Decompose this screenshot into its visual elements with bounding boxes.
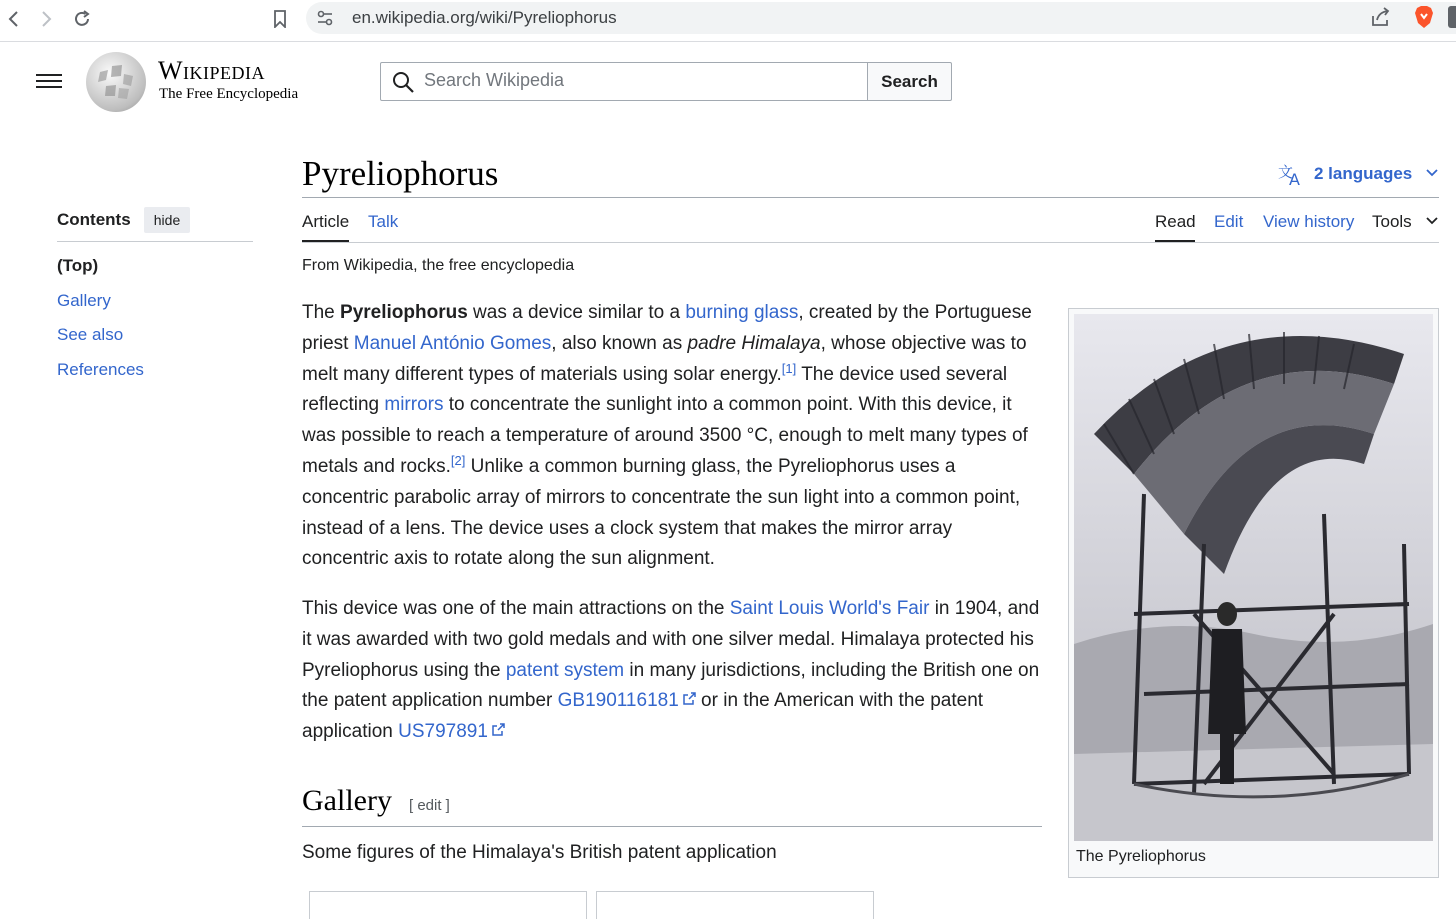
gallery-heading: Gallery [302, 784, 392, 817]
svg-text:文: 文 [1278, 163, 1294, 181]
tab-read[interactable]: Read [1155, 212, 1196, 231]
bold-term: Pyreliophorus [340, 302, 468, 323]
link-saint-louis-worlds-fair[interactable]: Saint Louis World's Fair [729, 598, 930, 619]
reload-icon[interactable] [68, 6, 96, 32]
wikipedia-tagline: The Free Encyclopedia [159, 86, 299, 102]
back-icon[interactable] [0, 6, 28, 32]
tab-edit[interactable]: Edit [1214, 212, 1244, 231]
chevron-down-icon[interactable] [1424, 166, 1440, 180]
tab-tools[interactable]: Tools [1372, 212, 1412, 231]
external-link-icon [682, 692, 696, 706]
wikipedia-wordmark[interactable]: Wikipedia [158, 56, 266, 85]
chevron-down-icon[interactable] [1424, 214, 1440, 228]
tab-view-history[interactable]: View history [1263, 212, 1355, 231]
share-icon[interactable] [1370, 6, 1392, 28]
tab-article[interactable]: Article [302, 212, 350, 231]
svg-text:A: A [1289, 170, 1300, 186]
reference-1[interactable]: [1] [781, 360, 797, 376]
gallery-item[interactable] [309, 891, 587, 919]
language-icon[interactable] [1278, 162, 1304, 186]
site-sub: From Wikipedia, the free encyclopedia [302, 257, 575, 274]
gallery-description: Some figures of the Himalaya's British patent application [302, 842, 777, 863]
link-mirrors[interactable]: mirrors [384, 394, 444, 416]
languages-button[interactable]: 2 languages [1314, 164, 1413, 183]
site-settings-icon[interactable] [316, 9, 334, 27]
link-us797891[interactable]: US797891 [398, 721, 488, 743]
italic-term: padre Himalaya [687, 332, 821, 354]
intro-paragraph-1: The Pyreliophorus was a device similar to a burning glass, created by the Portuguese priest Manuel António Gomes, also known as padre Himalaya, whose objective was to melt many different types of materials using solar energy.[1] The device used several reflecting mirrors to concentrate the sunlight into a common point. With this device, it was possible to reach a temperature of around 3500 °C, enough to melt many types of metals and rocks.[2] Unlike a common burning glass, the Pyreliophorus uses a concentric parabolic array of mirrors to concentrate the sun light into a common point, instead of a lens. The device uses a clock system that makes the mirror array concentric axis to rotate along the sun alignment. [302, 302, 1032, 570]
toc-item-top[interactable]: (Top) [57, 256, 99, 275]
external-link-icon [491, 723, 505, 737]
extension-icon[interactable] [1448, 6, 1456, 28]
tab-talk[interactable]: Talk [368, 212, 399, 231]
link-patent-system[interactable]: patent system [505, 659, 625, 681]
toc-divider [57, 241, 253, 242]
search-icon [391, 70, 415, 94]
forward-icon[interactable] [32, 6, 60, 32]
search-button[interactable]: Search [867, 62, 952, 101]
wikipedia-globe-logo[interactable] [86, 52, 146, 112]
toc-item-references[interactable]: References [57, 360, 144, 379]
tabs-divider [302, 242, 1439, 243]
link-gb190116181[interactable]: GB190116181 [557, 690, 679, 712]
brave-shield-icon[interactable] [1413, 5, 1435, 29]
toc-hide-button[interactable]: hide [144, 207, 190, 233]
search-input[interactable] [424, 62, 864, 99]
page-title: Pyreliophorus [302, 154, 499, 193]
intro-paragraph-2: This device was one of the main attractions on the Saint Louis World's Fair in 1904, and it was awarded with two gold medals and with one silver medal. Himalaya protected his Pyreliophorus using the patent system in many jurisdictions, including the British one on the patent application number GB190116181 or in the American with the patent application US797891 [302, 598, 1040, 743]
reference-2[interactable]: [2] [450, 452, 466, 468]
gallery-divider [302, 826, 1042, 827]
toc-item-gallery[interactable]: Gallery [57, 291, 111, 310]
gallery-item[interactable] [596, 891, 874, 919]
pyreliophorus-photo[interactable] [1074, 314, 1433, 841]
bookmark-icon[interactable] [266, 6, 294, 32]
link-manuel-antonio-gomes[interactable]: Manuel António Gomes [353, 332, 552, 354]
toc-item-see-also[interactable]: See also [57, 325, 124, 344]
figure-caption: The Pyreliophorus [1076, 848, 1206, 865]
toc-title: Contents [57, 210, 131, 229]
main-menu-icon[interactable] [36, 70, 62, 92]
link-burning-glass[interactable]: burning glass [685, 302, 799, 323]
title-divider [302, 197, 1439, 198]
gallery-edit-link[interactable]: [ edit ] [409, 797, 450, 814]
url-text[interactable]: en.wikipedia.org/wiki/Pyreliophorus [352, 8, 617, 27]
